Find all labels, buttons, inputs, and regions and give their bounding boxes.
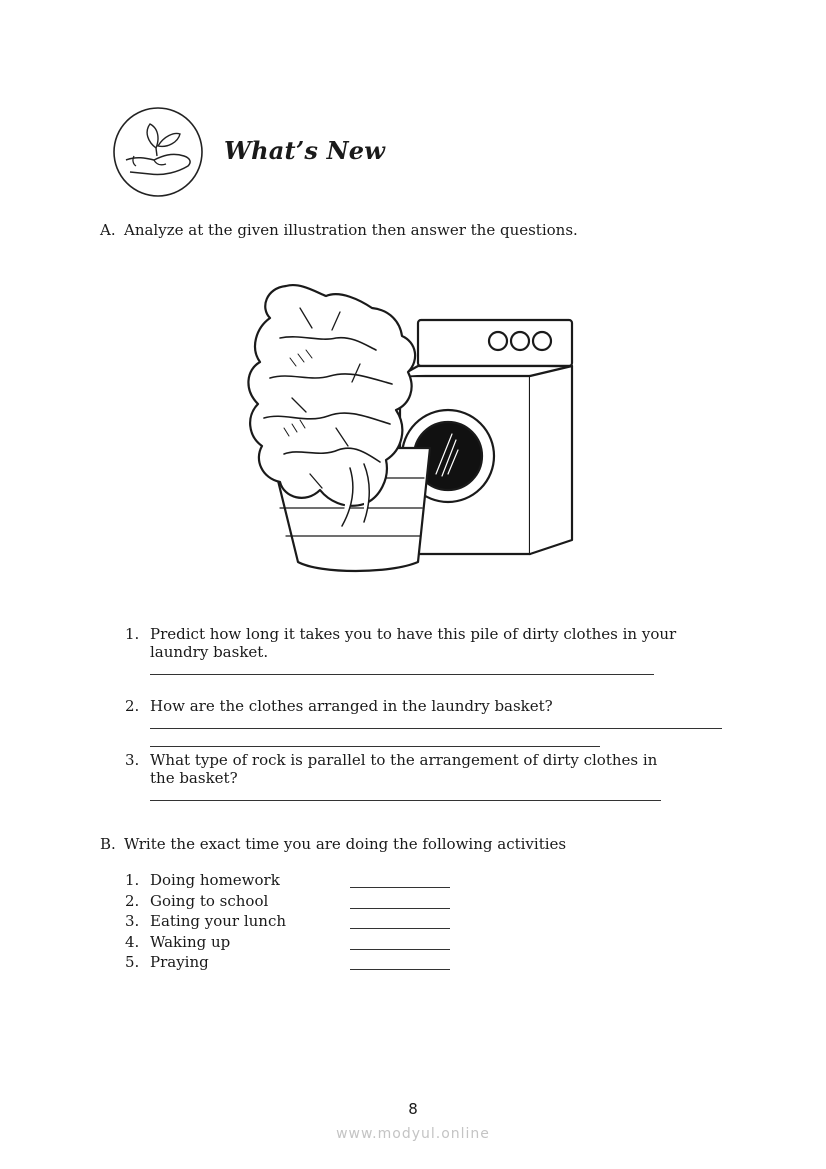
time-blank[interactable] [350, 908, 450, 909]
activity-label: Doing homework [150, 871, 280, 889]
activity-item [125, 871, 465, 891]
time-blank[interactable] [350, 949, 450, 950]
part-a-letter: A. [100, 221, 116, 239]
question-item-1 [125, 625, 685, 685]
question-item-2 [125, 697, 685, 717]
activity-item [125, 892, 465, 912]
laundry-basket-and-washing-machine-illustration [240, 278, 580, 578]
activity-list [125, 871, 465, 975]
activity-item [125, 912, 465, 932]
watermark: www.modyul.online [336, 1126, 490, 1142]
activity-label: Waking up [150, 932, 231, 951]
answer-line-1[interactable] [150, 674, 654, 675]
activity-number: 2. [125, 891, 140, 910]
part-a-instruction [100, 221, 740, 239]
answer-line-2b[interactable] [150, 746, 600, 747]
time-blank[interactable] [350, 928, 450, 929]
activity-number: 4. [125, 932, 140, 951]
answer-line-2a[interactable] [150, 728, 722, 729]
question-number: 1. [125, 625, 140, 643]
answer-line-3[interactable] [150, 800, 661, 801]
question-text: What type of rock is parallel to the arrangement of dirty clothes in the basket? [150, 751, 658, 787]
part-a-instruction-text: Analyze at the given illustration then answer the questions. [124, 221, 578, 239]
question-number: 3. [125, 751, 140, 769]
question-text: How are the clothes arranged in the laundry basket? [150, 697, 553, 715]
activity-number: 5. [125, 953, 140, 971]
activity-label: Going to school [150, 891, 269, 910]
question-number: 2. [125, 697, 140, 715]
question-text: Predict how long it takes you to have this pile of dirty clothes in your laundry basket. [150, 625, 677, 661]
time-blank[interactable] [350, 887, 450, 888]
activity-item [125, 953, 465, 973]
activity-label: Eating your lunch [150, 912, 287, 930]
part-b-instruction-text: Write the exact time you are doing the following activities [124, 835, 567, 853]
activity-item [125, 933, 465, 953]
time-blank[interactable] [350, 969, 450, 970]
hand-with-seedling-icon [112, 106, 204, 198]
part-b-letter: B. [100, 835, 116, 853]
activity-number: 3. [125, 912, 140, 930]
question-item-3 [125, 751, 685, 791]
page-number: 8 [408, 1100, 418, 1118]
activity-number: 1. [125, 871, 140, 889]
activity-label: Praying [150, 953, 209, 971]
part-b-instruction [100, 835, 740, 853]
section-heading [112, 106, 432, 198]
section-title: What’s New [224, 136, 386, 165]
